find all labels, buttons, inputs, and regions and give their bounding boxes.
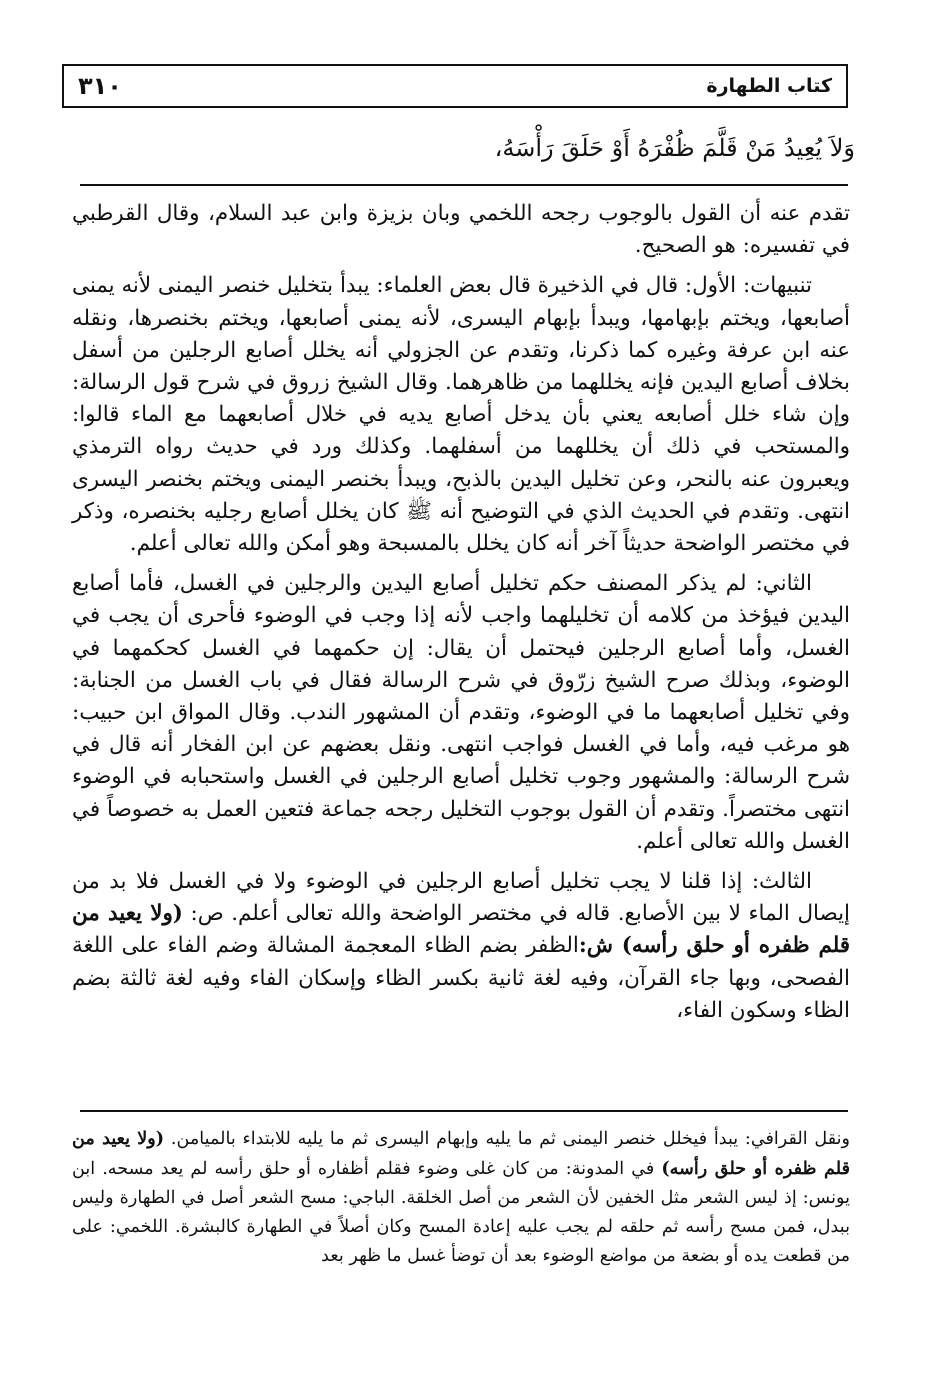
paragraph-1: تقدم عنه أن القول بالوجوب رجحه اللخمي وبان بزيزة وابن عبد السلام، وقال القرطبي في تفسيره: هو الصحيح. <box>72 201 850 259</box>
footnote <box>72 1124 850 1271</box>
matn-quote: (ولا يعيد من قلم ظفره أو حلق رأسه) ش: <box>72 901 850 959</box>
page-number: ٣١٠ <box>78 72 122 100</box>
paragraph-third <box>72 866 850 1027</box>
paragraph-second: الثاني: لم يذكر المصنف حكم تخليل أصابع اليدين والرجلين في الغسل، فأما أصابع اليدين فيؤخذ من كلامه أن تخليلهما واجب لأنه إذا وجب في الوضوء فأحرى أن يجب في الغسل، وأما أصابع الرجلين فيحتمل أن يقال: إن حكمهما في الغسل كحكمهما في الوضوء، وبذلك صرح الشيخ زرّوق في شرح الرسالة فقال في باب الغسل من الجنابة: وفي تخليل أصابعهما ما في الوضوء، وتقدم أن المشهور الندب. وقال المواق ابن حبيب: هو مرغب فيه، وأما في الغسل فواجب انتهى. ونقل بعضهم عن ابن الفخار أنه قال في شرح الرسالة: والمشهور وجوب تخليل أصابع الرجلين في الغسل واستحبابه في الوضوء انتهى مختصراً. وتقدم أن القول بوجوب التخليل رجحه جماعة فتعين العمل به خصوصاً في الغسل والله تعالى أعلم. <box>72 571 850 854</box>
footnote-text <box>72 1124 850 1271</box>
matn-text: وَلاَ يُعِيدُ مَنْ قَلَّمَ ظُفْرَهُ أَوْ حَلَقَ رَأْسَهُ، <box>494 134 855 162</box>
footnote-text-b: في المدونة: من كان غلى وضوء فقلم أظفاره أو حلق رأسه لم يعد مسحه. ابن يونس: إذ ليس الشعر مثل الخفين لأن الشعر من أصل الخلقة. الباجي: مسح الشعر أصل في الطهارة وليس ببدل، فمن مسح رأسه ثم حلقه لم يجب عليه إعادة المسح وكان أصلاً في الطهارة كالبشرة. اللخمي: على من قطعت يده أو بضعة من مواضع الوضوء بعد أن توضأ غسل ما ظهر بعد <box>72 1159 850 1266</box>
book-title: كتاب الطهارة <box>706 75 832 97</box>
paragraph-third-text-b: الظفر بضم الظاء المعجمة المشالة وضم الفاء على اللغة الفصحى، وبها جاء القرآن، وفيه لغة ثانية بكسر الظاء وإسكان الفاء وفيه لغة ثالثة بضم الظاء وسكون الفاء، <box>72 933 850 1023</box>
commentary-body <box>72 198 850 1035</box>
footnote-divider <box>80 1110 848 1112</box>
header-divider <box>80 184 848 186</box>
paragraph-third-text-a: الثالث: إذا قلنا لا يجب تخليل أصابع الرجلين في الوضوء ولا في الغسل فلا بد من إيصال الماء لا بين الأصابع. قاله في مختصر الواضحة والله تعالى أعلم. ص: <box>72 869 850 927</box>
footnote-text-a: ونقل القرافي: يبدأ فيخلل خنصر اليمنى ثم ما يليه وإبهام اليسرى ثم ما يليه للابتداء بالميامن. <box>170 1129 850 1149</box>
footnote-matn-quote: (ولا يعيد من قلم ظفره أو حلق رأسه) <box>72 1128 850 1179</box>
running-header <box>62 64 848 108</box>
paragraph-tanbihat-first: تنبيهات: الأول: قال في الذخيرة قال بعض العلماء: يبدأ بتخليل خنصر اليمنى لأنه يمنى أصابعها، ويختم بإبهامها، ويبدأ بإبهام اليسرى، لأنه يمنى أصابعها، ويختم بخنصرها، ونقله عنه ابن عرفة وغيره كما ذكرنا، وتقدم عن الجزولي أنه يخلل أصابع الرجلين من أسفل بخلاف أصابع اليدين فإنه يخللهما من ظاهرهما. وقال الشيخ زروق في شرح قول الرسالة: وإن شاء خلل أصابعه يعني بأن يدخل أصابع يديه في خلال أصابعهما مع الماء قالوا: والمستحب في ذلك أن يخللهما من أسفلهما. وكذلك ورد في حديث رواه الترمذي ويعبرون عنه بالنحر، وعن تخليل اليدين بالذبح، ويبدأ بخنصر اليمنى ويختم بخنصر اليسرى انتهى. وتقدم في الحديث الذي في التوضيح أنه ﷺ كان يخلل أصابع رجليه بخنصره، وذكر في مختصر الواضحة حديثاً آخر أنه كان يخلل بالمسبحة وهو أمكن والله تعالى أعلم. <box>72 273 850 557</box>
